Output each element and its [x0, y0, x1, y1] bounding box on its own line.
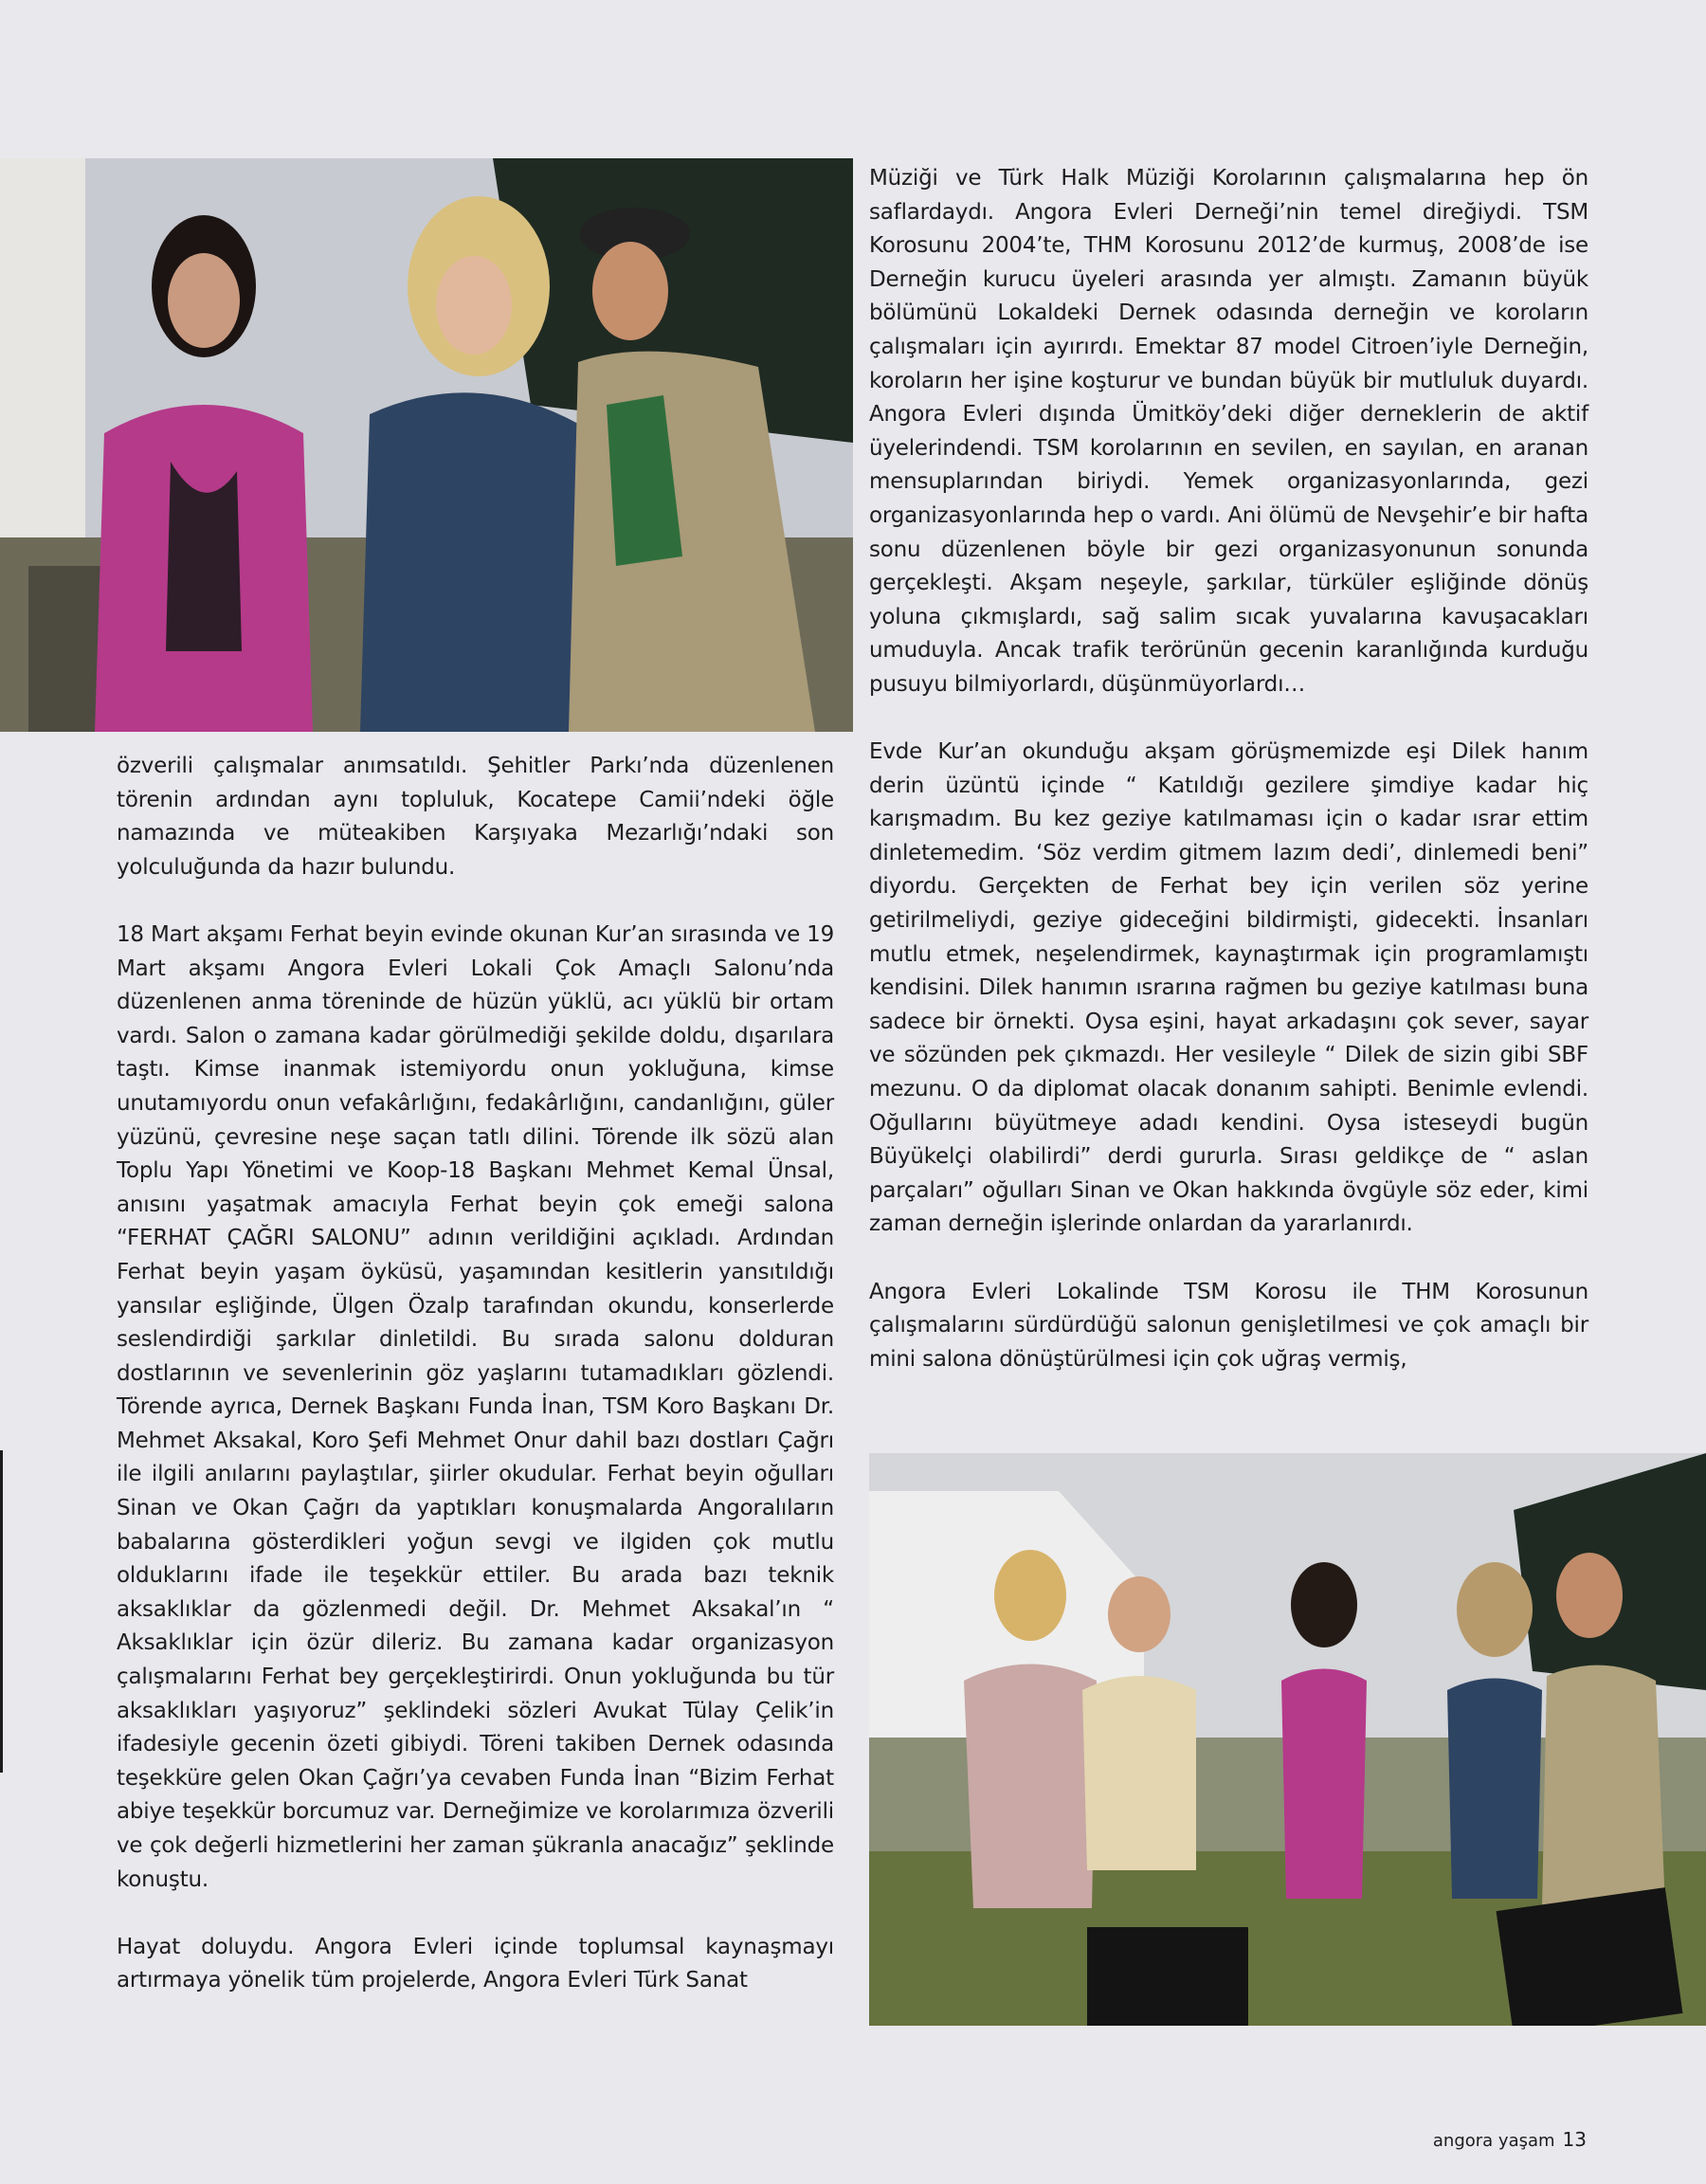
magazine-name: angora yaşam — [1432, 2131, 1555, 2151]
photo-group-bottom — [869, 1453, 1706, 2026]
photo-singers-top — [0, 158, 853, 732]
photo-group-bottom-art — [869, 1453, 1706, 2026]
left-paragraph-2: 18 Mart akşamı Ferhat beyin evinde okunan Kur’an sırasında ve 19 Mart akşamı Angora Evleri Lokali Çok Amaçlı Salonu’nda düzenlenen anma töreninde de hüzün yüklü, acı yüklü bir ortam vardı. Salon o zamana kadar görülmediği şekilde doldu, dışarılara taştı. Kimse inanmak istemiyordu onun yokluğuna, kimse unutamıyordu onun vefakârlığını, fedakârlığını, candanlığını, güler yüzünü, çevresine neşe saçan tatlı dilini. Törende ilk sözü alan Toplu Yapı Yönetimi ve Koop-18 Başkanı Mehmet Kemal Ünsal, anısını yaşatmak amacıyla Ferhat beyin çok emeği salona “FERHAT ÇAĞRI SALONU” adının verildiğini açıkladı. Ardından Ferhat beyin yaşam öyküsü, yaşamından kesitlerin yansıtıldığı yansılar eşliğinde, Ülgen Özalp tarafından okundu, konserlerde seslendirdiği şarkılar dinletildi. Bu sırada salonu dolduran dostlarının ve sevenlerinin göz yaşlarını tutamadıkları gözlendi. Törende ayrıca, Dernek Başkanı Funda İnan, TSM Koro Başkanı Dr. Mehmet Aksakal, Koro Şefi Mehmet Onur dahil bazı dostları Çağrı ile ilgili anılarını paylaştılar, şiirler okudular. Ferhat beyin oğulları Sinan ve Okan Çağrı da yaptıkları konuşmalarda Angoralıların babalarına gösterdikleri yoğun sevgi ve ilgiden çok mutlu olduklarını ifade ile teşekkür ettiler. Bu arada bazı teknik aksaklıklar da gözlenmedi değil. Dr. Mehmet Aksakal’ın “ Aksaklıklar için özür dileriz. Bu zamana kadar organizasyon çalışmalarını Ferhat bey gerçekleştirirdi. Onun yokluğunda bu tür aksaklıkları yaşıyoruz” şeklindeki sözleri Avukat Tülay Çelik’in ifadesiyle gecenin özeti gibiydi. Töreni takiben Dernek odasında teşekküre gelen Okan Çağrı’ya cevaben Funda İnan “Bizim Ferhat abiye teşekkür borcumuz var. Derneğimize ve korolarımıza özverili ve çok değerli hizmetlerini her zaman şükranla anacağız” şeklinde konuştu. — [117, 921, 835, 1892]
left-text-column — [117, 750, 834, 1998]
right-text-column — [869, 162, 1588, 1376]
right-paragraph-3: Angora Evleri Lokalinde TSM Korosu ile THM Korosunun çalışmalarını sürdürdüğü salonun genişletilmesi ve çok amaçlı bir mini salona dönüştürülmesi için çok uğraş vermiş, — [869, 1279, 1588, 1372]
right-paragraph-2: Evde Kur’an okunduğu akşam görüşmemizde eşi Dilek hanım derin üzüntü içinde “ Katıldığı gezilere şimdiye kadar hiç karışmadım. Bu kez geziye katılmaması için o kadar ısrar ettim dinletemedim. ‘Söz verdim gitmem lazım dedi’, dinlemedi beni” diyordu. Gerçekten de Ferhat bey için verilen söz yerine getirilmeliydi, geziye gideceğini bildirmişti, gidecekti. İnsanları mutlu etmek, neşelendirmek, kaynaştırmak için programlamıştı kendisini. Dilek hanımın ısrarına rağmen bu geziye katılması buna sadece bir örnekti. Oysa eşini, hayat arkadaşını çok sever, sayar ve sözünden pek çıkmazdı. Her vesileyle “ Dilek de sizin gibi SBF mezunu. O da diplomat olacak donanım sahipti. Benimle evlendi. Oğullarını büyütmeye adadı kendini. Oysa isteseydi bugün Büyükelçi olabilirdi” derdi gururla. Sırası geldikçe de “ aslan parçaları” oğulları Sinan ve Okan hakkında övgüyle söz eder, kimi zaman derneğin işlerinde onlardan da yararlanırdı. — [869, 739, 1588, 1237]
page-edge-mark — [0, 1450, 3, 1773]
left-paragraph-3: Hayat doluydu. Angora Evleri içinde toplumsal kaynaşmayı artırmaya yönelik tüm projelerde, Angora Evleri Türk Sanat — [117, 1934, 834, 1993]
left-paragraph-1: özverili çalışmalar anımsatıldı. Şehitler Parkı’nda düzenlenen törenin ardından aynı topluluk, Kocatepe Camii’ndeki öğle namazında ve müteakiben Karşıyaka Mezarlığı’ndaki son yolculuğunda da hazır bulundu. — [117, 754, 834, 880]
page-number: 13 — [1562, 2128, 1587, 2151]
page-footer — [1433, 2128, 1587, 2151]
photo-singers-top-art — [0, 158, 853, 732]
right-paragraph-1: Müziği ve Türk Halk Müziği Korolarının çalışmalarına hep ön saflardaydı. Angora Evleri Derneği’nin temel direğiydi. TSM Korosunu 2004’te, THM Korosunu 2012’de kurmuş, 2008’de ise Derneğin kurucu üyeleri arasında yer almıştı. Zamanın büyük bölümünü Lokaldeki Dernek odasında derneğin ve koroların çalışmaları için ayırırdı. Emektar 87 model Citroen’iyle Derneğin, koroların her işine koşturur ve bundan büyük bir mutluluk duyardı. Angora Evleri dışında Ümitköy’deki diğer derneklerin de aktif üyelerindendi. TSM korolarının en sevilen, en sayılan, en aranan mensuplarından biriydi. Yemek organizasyonlarında, gezi organizasyonlarında hep o vardı. Ani ölümü de Nevşehir’e bir hafta sonu düzenlenen böyle bir gezi organizasyonunun sonunda gerçekleşti. Akşam neşeyle, şarkılar, türküler eşliğinde dönüş yoluna çıkmışlardı, sağ salim sıcak yuvalarına kavuşacakları umuduyla. Ancak trafik terörünün gecenin karanlığında kurduğu pusuyu bilmiyorlardı, düşünmüyorlardı… — [869, 166, 1588, 697]
